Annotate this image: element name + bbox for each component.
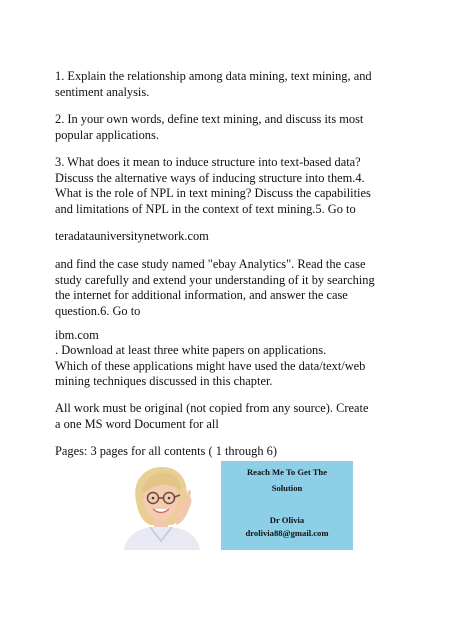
contact-banner [102,461,353,550]
text-line: What is the role of NPL in text mining? Discuss the capabilities [55,186,371,200]
contact-headline-2: Solution [271,483,303,493]
question-2 [55,112,405,143]
question-3 [55,155,405,217]
text-line: and limitations of NPL in the context of text mining.5. Go to [55,201,356,216]
text-line: 2. In your own words, define text mining, and discuss its most [55,112,364,126]
text-line: sentiment analysis. [55,84,150,99]
download-paragraph [55,343,405,390]
contact-name: Dr Olivia [269,515,305,525]
text-line: Pages: 3 pages for all contents ( 1 through 6) [55,444,277,458]
contact-headline: Reach Me To Get The [246,467,328,477]
woman-photo [102,461,221,550]
text-line: and find the case study named "ebay Analytics". Read the case [55,257,366,271]
link-text: ibm.com [55,328,99,342]
text-line: a one MS word Document for all [55,416,219,431]
text-line: All work must be original (not copied from any source). Create [55,401,369,415]
text-line: question.6. Go to [55,303,141,318]
question-1 [55,69,405,100]
text-line: . Download at least three white papers on applications. [55,343,327,357]
original-work-paragraph [55,401,405,432]
pages-line [55,444,405,460]
link-ibm [55,328,405,344]
text-line: mining techniques discussed in this chapter. [55,374,273,388]
text-line: popular applications. [55,127,159,142]
text-line: Which of these applications might have used the data/text/web [55,358,366,373]
contact-email: drolivia88@gmail.com [245,528,329,538]
text-line: 3. What does it mean to induce structure into text-based data? [55,155,361,169]
woman-illustration [102,461,221,550]
link-text: teradatauniversitynetwork.com [55,229,209,243]
text-line: the internet for additional information, and answer the case [55,288,348,302]
text-line: 1. Explain the relationship among data mining, text mining, and [55,69,372,83]
case-study-paragraph [55,257,405,319]
link-teradata [55,229,405,245]
text-line: Discuss the alternative ways of inducing structure into them.4. [55,170,365,185]
contact-panel [221,461,353,550]
text-line: study carefully and extend your understanding of it by searching [55,272,375,287]
